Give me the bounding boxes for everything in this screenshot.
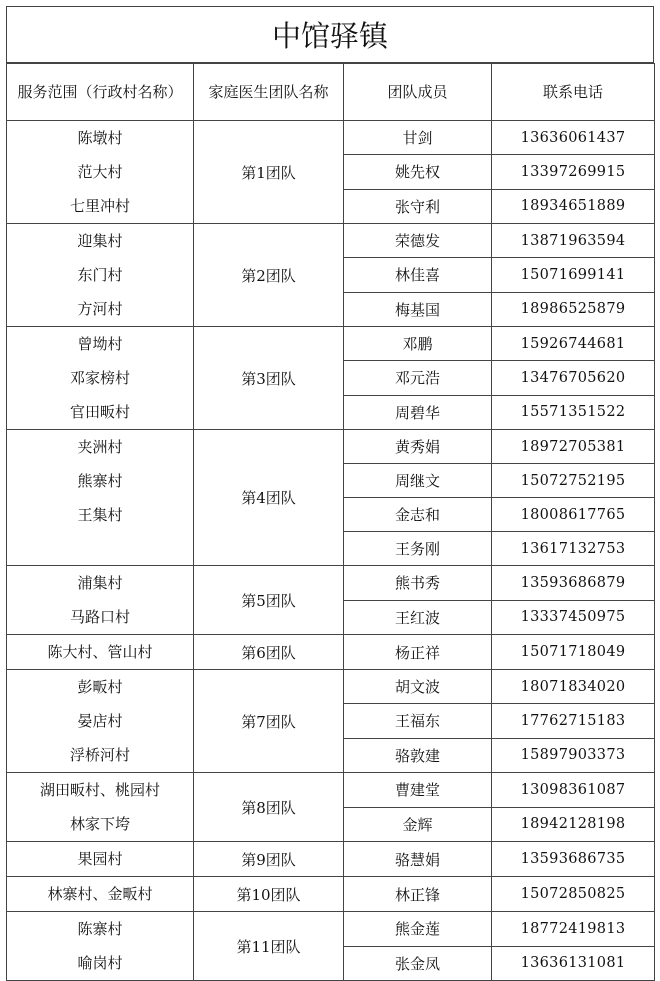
service-area-cell <box>7 327 194 430</box>
service-area-cell <box>7 877 194 912</box>
village-name: 林寨村、金畈村 <box>47 885 153 903</box>
phone-cell: 15071699141 <box>492 258 655 292</box>
member-name-cell: 甘剑 <box>344 121 492 155</box>
phone-cell: 13098361087 <box>492 773 655 808</box>
table-row <box>7 224 655 258</box>
team-name-cell: 第5团队 <box>194 566 344 635</box>
phone-cell: 15571351522 <box>492 395 655 429</box>
village-name: 熊寨村 <box>77 472 123 490</box>
team-name-cell: 第9团队 <box>194 842 344 877</box>
phone-cell: 18008617765 <box>492 498 655 532</box>
member-name-cell: 梅基国 <box>344 292 492 326</box>
table-row <box>7 430 655 464</box>
member-name-cell: 王红波 <box>344 600 492 635</box>
header-team-name: 家庭医生团队名称 <box>194 64 344 121</box>
member-name-cell: 杨正祥 <box>344 635 492 670</box>
team-name-cell: 第11团队 <box>194 912 344 981</box>
phone-cell: 15926744681 <box>492 327 655 361</box>
village-name: 王集村 <box>77 506 123 524</box>
member-name-cell: 骆慧娟 <box>344 842 492 877</box>
phone-cell: 15071718049 <box>492 635 655 670</box>
team-name-cell: 第3团队 <box>194 327 344 430</box>
service-area-cell <box>7 121 194 224</box>
village-name: 陈墩村 <box>77 129 123 147</box>
member-name-cell: 曹建堂 <box>344 773 492 808</box>
village-name: 七里冲村 <box>69 197 130 215</box>
service-area-cell <box>7 773 194 842</box>
member-name-cell: 金辉 <box>344 807 492 842</box>
phone-cell: 13871963594 <box>492 224 655 258</box>
table-row <box>7 566 655 601</box>
phone-cell: 13397269915 <box>492 155 655 189</box>
team-name-cell: 第7团队 <box>194 670 344 773</box>
phone-cell: 13337450975 <box>492 600 655 635</box>
table-row <box>7 670 655 704</box>
member-name-cell: 王务刚 <box>344 532 492 566</box>
service-area-cell <box>7 224 194 327</box>
village-name: 邓家榜村 <box>69 369 130 387</box>
team-name-cell: 第8团队 <box>194 773 344 842</box>
phone-cell: 15072752195 <box>492 464 655 498</box>
village-name: 官田畈村 <box>69 403 130 421</box>
phone-cell: 13636061437 <box>492 121 655 155</box>
phone-cell: 18986525879 <box>492 292 655 326</box>
service-area-cell <box>7 566 194 635</box>
phone-cell: 13593686735 <box>492 842 655 877</box>
member-name-cell: 骆敦建 <box>344 738 492 772</box>
member-name-cell: 林佳喜 <box>344 258 492 292</box>
village-name: 彭畈村 <box>77 678 123 696</box>
village-name: 晏店村 <box>77 712 123 730</box>
member-name-cell: 邓鹏 <box>344 327 492 361</box>
service-area-cell <box>7 635 194 670</box>
header-team-members: 团队成员 <box>344 64 492 121</box>
member-name-cell: 姚先权 <box>344 155 492 189</box>
member-name-cell: 黄秀娟 <box>344 430 492 464</box>
village-name: 浮桥河村 <box>69 746 130 764</box>
village-name: 范大村 <box>77 163 123 181</box>
table-row <box>7 912 655 947</box>
team-name-cell: 第2团队 <box>194 224 344 327</box>
member-name-cell: 胡文波 <box>344 670 492 704</box>
village-name: 湖田畈村、桃园村 <box>39 781 160 799</box>
team-name-cell: 第6团队 <box>194 635 344 670</box>
village-name: 浦集村 <box>77 574 123 592</box>
phone-cell: 15072850825 <box>492 877 655 912</box>
table-row <box>7 877 655 912</box>
member-name-cell: 熊书秀 <box>344 566 492 601</box>
team-name-cell: 第10团队 <box>194 877 344 912</box>
document-sheet <box>6 6 654 973</box>
phone-cell: 18772419813 <box>492 912 655 947</box>
village-name: 东门村 <box>77 266 123 284</box>
table-row <box>7 635 655 670</box>
village-name: 夹洲村 <box>77 438 123 456</box>
phone-cell: 13593686879 <box>492 566 655 601</box>
phone-cell: 18934651889 <box>492 189 655 223</box>
village-name: 马路口村 <box>69 608 130 626</box>
member-name-cell: 熊金莲 <box>344 912 492 947</box>
header-service-area: 服务范围（行政村名称） <box>7 64 194 121</box>
service-area-cell <box>7 430 194 566</box>
village-name: 果园村 <box>77 850 123 868</box>
phone-cell: 18972705381 <box>492 430 655 464</box>
table-row <box>7 327 655 361</box>
team-name-cell: 第4团队 <box>194 430 344 566</box>
village-name: 喻岗村 <box>77 954 123 972</box>
table-row <box>7 121 655 155</box>
team-name-cell: 第1团队 <box>194 121 344 224</box>
village-name: 曾坳村 <box>77 335 123 353</box>
team-table <box>6 63 655 981</box>
village-name: 陈寨村 <box>77 920 123 938</box>
village-name: 林家下垮 <box>69 815 130 833</box>
header-phone: 联系电话 <box>492 64 655 121</box>
page-title: 中馆驿镇 <box>6 6 654 63</box>
member-name-cell: 林正锋 <box>344 877 492 912</box>
service-area-cell <box>7 912 194 981</box>
table-row <box>7 842 655 877</box>
member-name-cell: 周继文 <box>344 464 492 498</box>
phone-cell: 18942128198 <box>492 807 655 842</box>
member-name-cell: 周碧华 <box>344 395 492 429</box>
member-name-cell: 邓元浩 <box>344 361 492 395</box>
village-name: 陈大村、管山村 <box>47 643 153 661</box>
member-name-cell: 王福东 <box>344 704 492 738</box>
team-rows <box>7 121 655 981</box>
member-name-cell: 金志和 <box>344 498 492 532</box>
member-name-cell: 荣德发 <box>344 224 492 258</box>
header-row <box>7 64 655 121</box>
member-name-cell: 张金凤 <box>344 946 492 981</box>
member-name-cell: 张守利 <box>344 189 492 223</box>
phone-cell: 15897903373 <box>492 738 655 772</box>
phone-cell: 13476705620 <box>492 361 655 395</box>
village-name: 方河村 <box>77 300 123 318</box>
table-row <box>7 773 655 808</box>
phone-cell: 18071834020 <box>492 670 655 704</box>
phone-cell: 17762715183 <box>492 704 655 738</box>
phone-cell: 13636131081 <box>492 946 655 981</box>
service-area-cell <box>7 670 194 773</box>
village-name: 迎集村 <box>77 232 123 250</box>
phone-cell: 13617132753 <box>492 532 655 566</box>
service-area-cell <box>7 842 194 877</box>
